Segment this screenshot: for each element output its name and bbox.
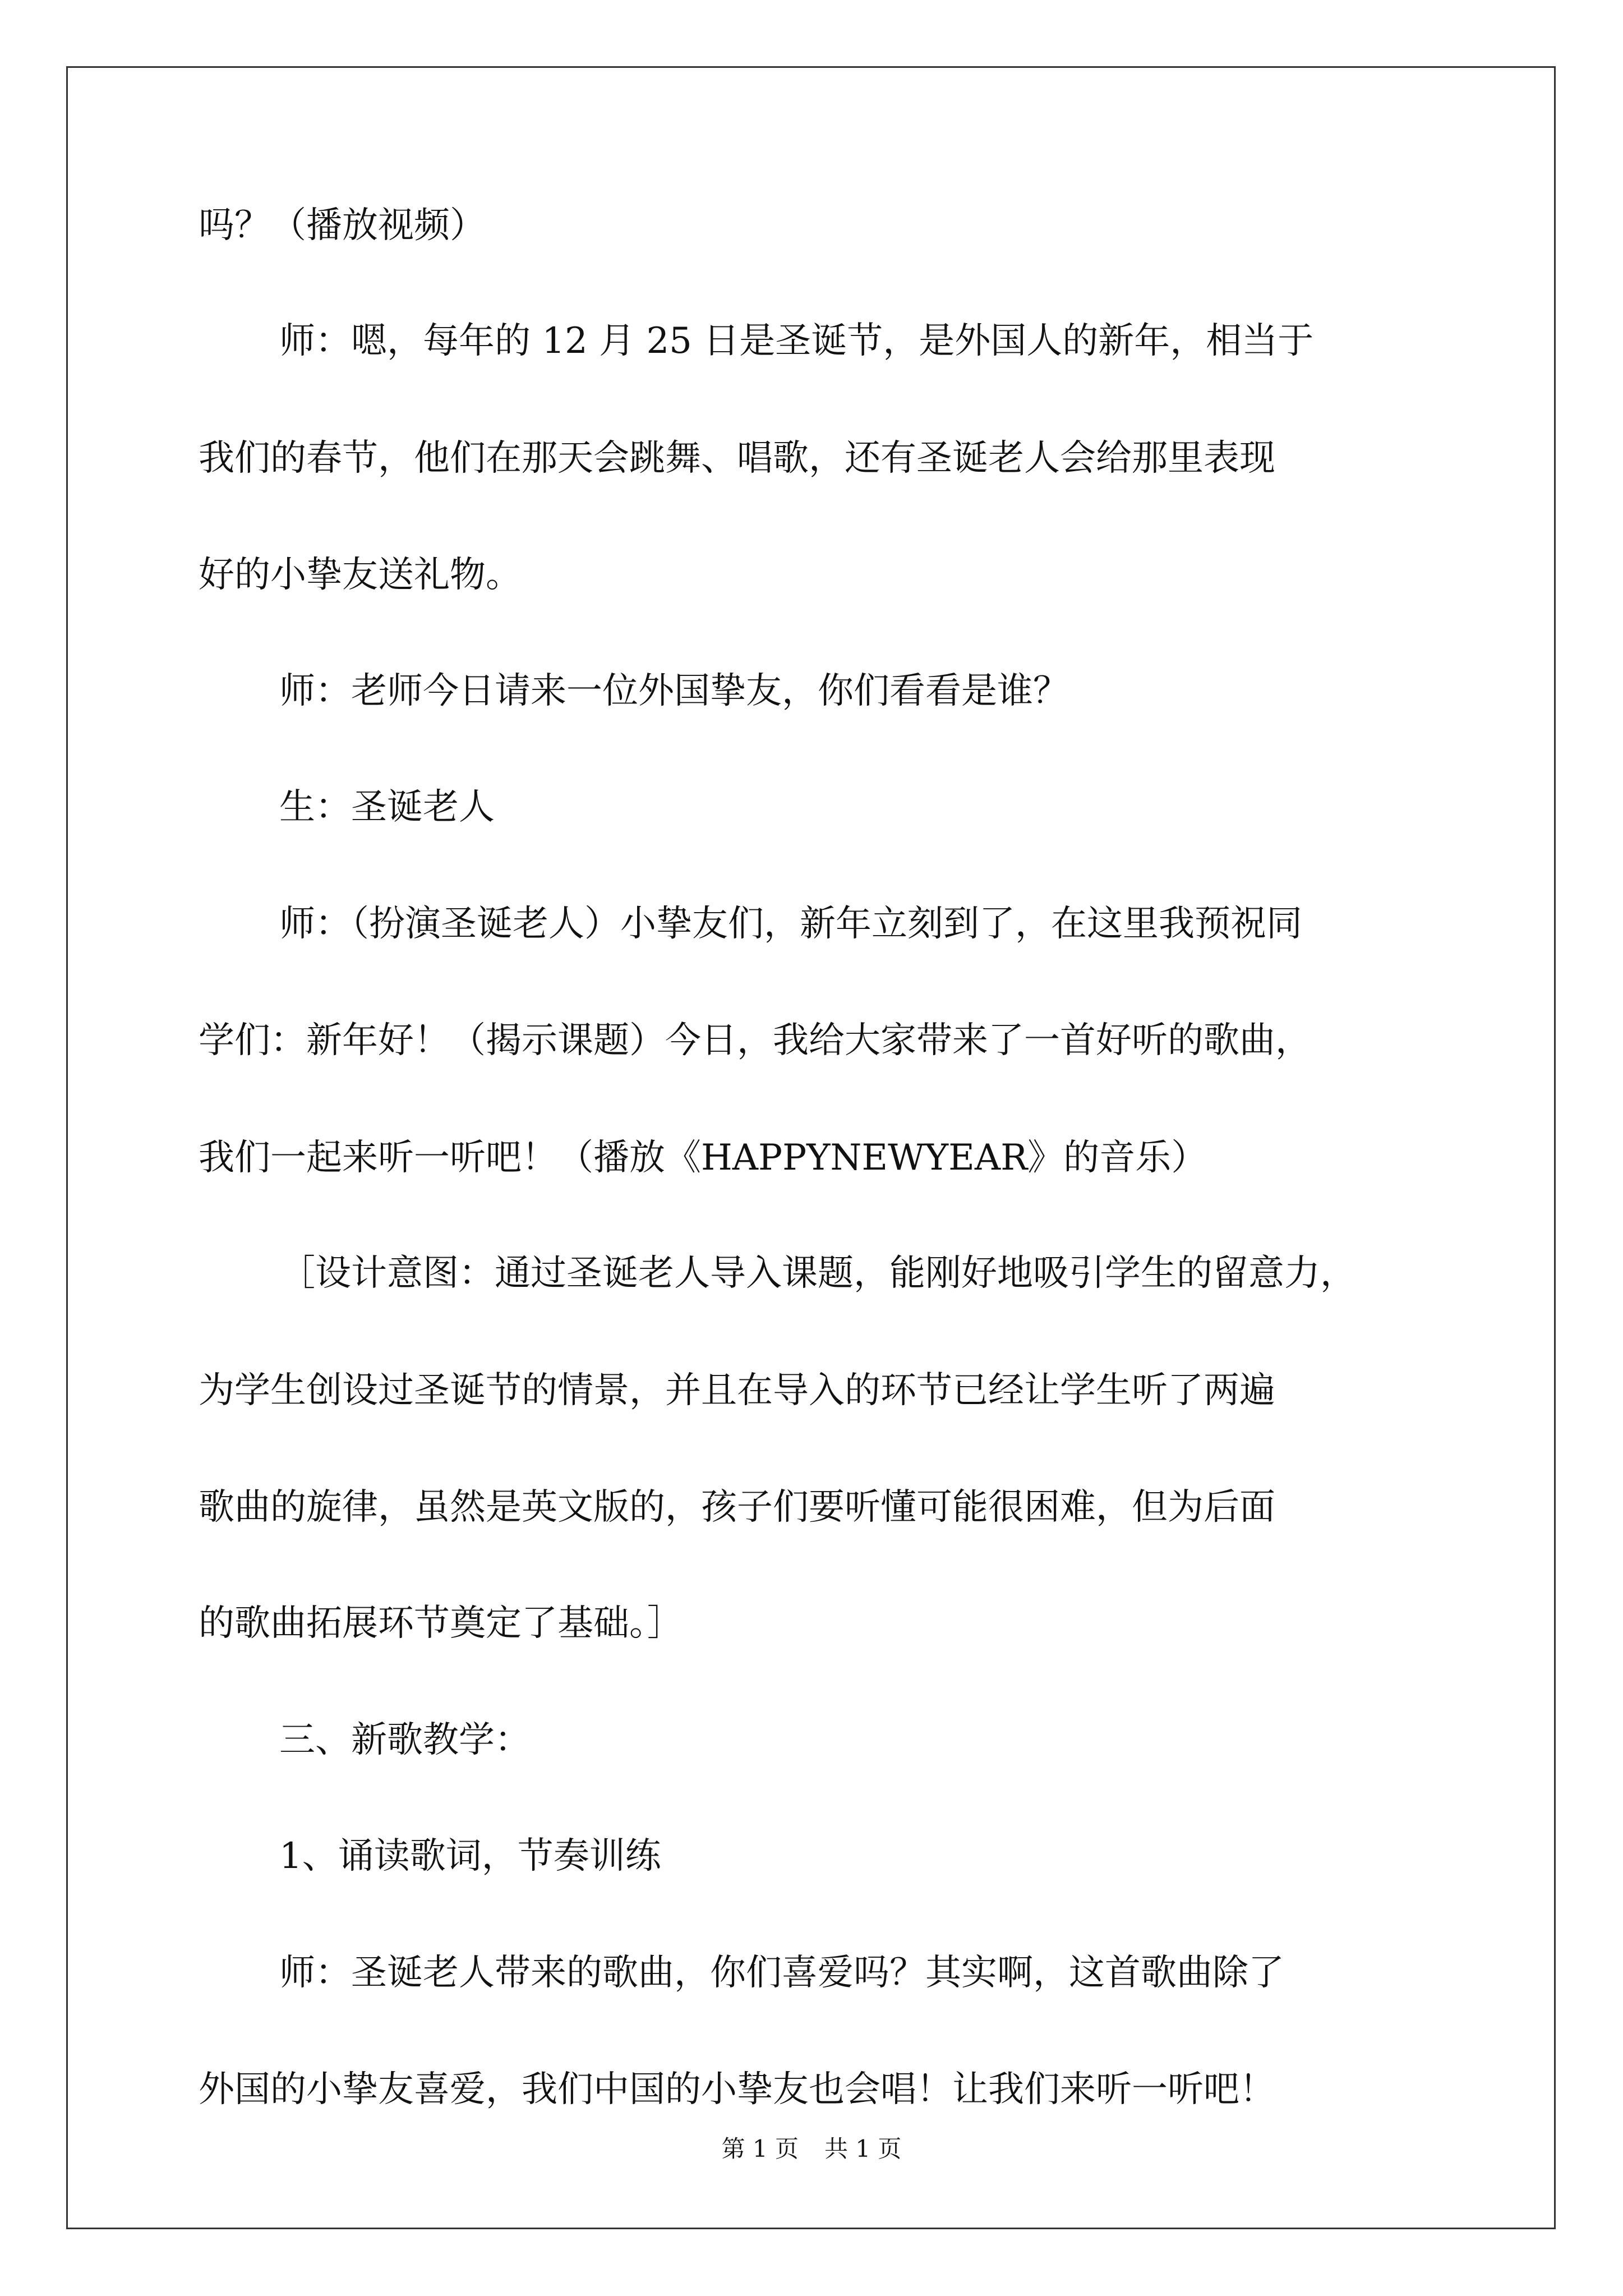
text-line-17: 外国的小挚友喜爱，我们中国的小挚友也会唱！让我们来听一听吧！ [199,2069,1275,2110]
text-line-6: 生：圣诞老人 [279,786,495,828]
text-line-2: 师：嗯，每年的 12 月 25 日是圣诞节，是外国人的新年，相当于 [279,320,1314,362]
page-number: 第 1 页 [721,2135,799,2162]
section-heading: 三、新歌教学： [279,1719,531,1761]
text-line-8: 学们：新年好！（揭示课题）今日，我给大家带来了一首好听的歌曲， [199,1020,1311,1061]
subsection-heading: 1、诵读歌词，节奏训练 [279,1835,661,1877]
text-line-11: 为学生创设过圣诞节的情景，并且在导入的环节已经让学生听了两遍 [199,1370,1275,1411]
text-line-9: 我们一起来听一听吧！（播放《HAPPYNEWYEAR》的音乐） [199,1137,1207,1179]
text-line-1: 吗？（播放视频） [199,205,486,246]
text-line-4: 好的小挚友送礼物。 [199,554,522,596]
text-line-5: 师：老师今日请来一位外国挚友，你们看看是谁？ [279,670,1069,712]
text-line-10: ［设计意图：通过圣诞老人导入课题，能刚好地吸引学生的留意力， [279,1253,1356,1294]
text-line-12: 歌曲的旋律，虽然是英文版的，孩子们要听懂可能很困难，但为后面 [199,1487,1275,1528]
text-line-13: 的歌曲拓展环节奠定了基础。］ [199,1603,683,1644]
text-line-7: 师：（扮演圣诞老人）小挚友们，新年立刻到了，在这里我预祝同 [279,903,1302,945]
text-line-16: 师：圣诞老人带来的歌曲，你们喜爱吗？其实啊，这首歌曲除了 [279,1952,1284,1994]
page-total: 共 1 页 [824,2135,902,2162]
text-line-3: 我们的春节，他们在那天会跳舞、唱歌，还有圣诞老人会给那里表现 [199,438,1275,479]
page-footer [0,2131,1623,2164]
